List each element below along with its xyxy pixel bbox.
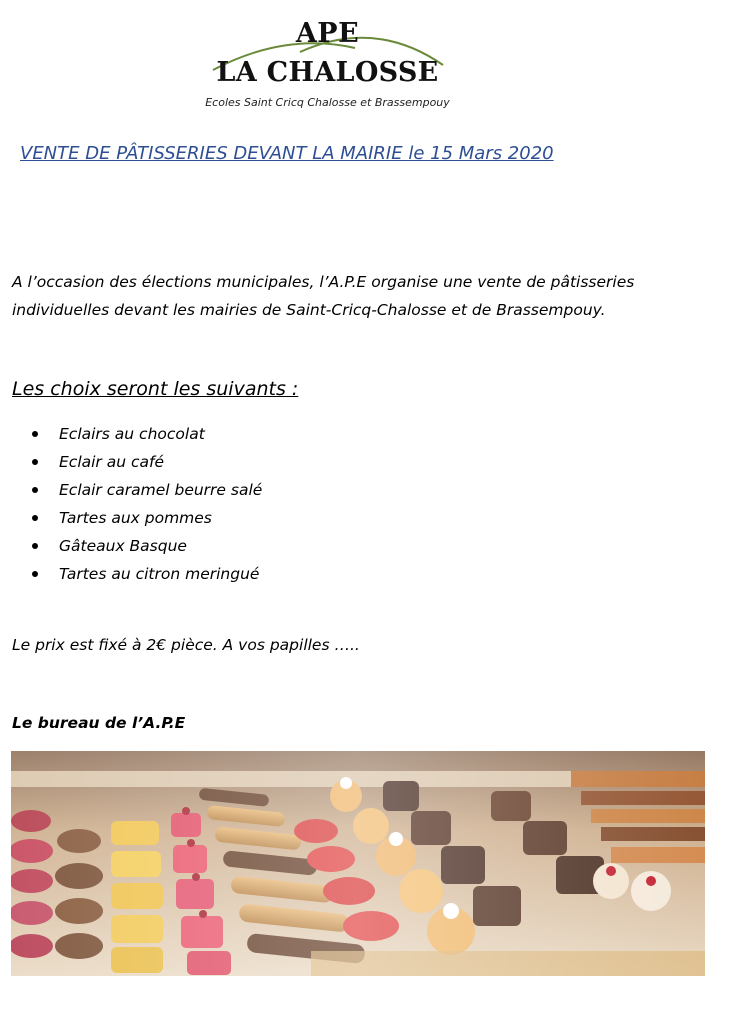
bullet-icon: [32, 543, 38, 549]
list-item-label: Eclair au café: [59, 453, 164, 471]
list-item-label: Gâteaux Basque: [59, 537, 187, 555]
bullet-icon: [32, 487, 38, 493]
bullet-icon: [32, 459, 38, 465]
list-item: [32, 504, 262, 532]
price-text: Le prix est fixé à 2€ pièce. A vos papilles …..: [12, 636, 360, 654]
logo-top-text: APE: [295, 18, 360, 49]
bullet-icon: [32, 571, 38, 577]
list-item-label: Tartes au citron meringué: [59, 565, 260, 583]
bullet-icon: [32, 515, 38, 521]
pastry-display-photo: [11, 751, 705, 976]
pastry-photo-illustration: [11, 751, 705, 976]
list-item-label: Eclair caramel beurre salé: [59, 481, 263, 499]
list-item-label: Eclairs au chocolat: [59, 425, 205, 443]
intro-paragraph: [12, 268, 722, 324]
choices-heading: Les choix seront les suivants :: [12, 378, 299, 400]
list-item: [32, 420, 262, 448]
list-item: [32, 532, 262, 560]
intro-line-2: individuelles devant les mairies de Saint-Cricq-Chalosse et de Brassempouy.: [12, 301, 606, 319]
signature-text: Le bureau de l’A.P.E: [12, 714, 186, 732]
intro-line-1: A l’occasion des élections municipales, l’A.P.E organise une vente de pâtisseries: [12, 273, 635, 291]
bullet-icon: [32, 431, 38, 437]
list-item: [32, 560, 262, 588]
logo: [205, 10, 450, 115]
list-item-label: Tartes aux pommes: [59, 509, 212, 527]
page-title: VENTE DE PÂTISSERIES DEVANT LA MAIRIE le 15 Mars 2020: [20, 143, 554, 164]
logo-subtitle: Ecoles Saint Cricq Chalosse et Brassempouy: [205, 96, 450, 109]
list-item: [32, 476, 262, 504]
choices-list: [32, 420, 262, 588]
list-item: [32, 448, 262, 476]
logo-main-text: LA CHALOSSE: [216, 57, 439, 88]
